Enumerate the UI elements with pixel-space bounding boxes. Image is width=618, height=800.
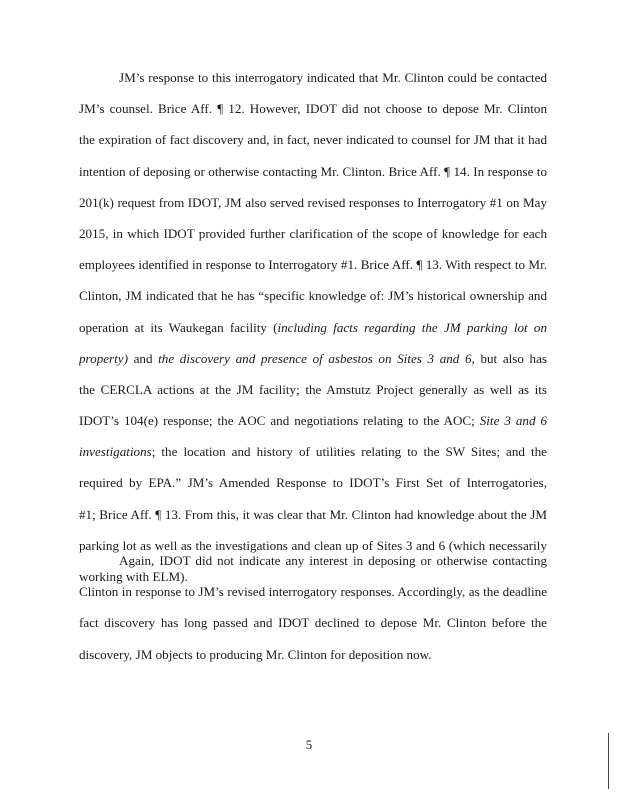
paragraph-1-line-7: employees identified in response to Interrogatory #1. Brice Aff. ¶ 13. With respect to Mr. [79,257,547,273]
line-9-pre: operation at its Waukegan facility ( [79,319,278,335]
page-number: 5 [305,737,313,752]
paragraph-1-line-14: required by EPA.” JM’s Amended Response to IDOT’s First Set of Interrogatories, [79,475,547,491]
scan-edge-mark [608,733,609,789]
paragraph-1-line-6: 2015, in which IDOT provided further clarification of the scope of knowledge for each [79,225,547,241]
paragraph-1-line-9 [79,312,547,343]
italic-sites: Site 3 and 6 [479,413,547,429]
paragraph-1-line-4: intention of deposing or otherwise contacting Mr. Clinton. Brice Aff. ¶ 14. In response to [79,163,547,179]
italic-investigations: investigations [79,444,152,460]
paragraph-2-line-1: Again, IDOT did not indicate any interest in deposing or otherwise contacting [119,553,547,568]
paragraph-1-line-15: #1; Brice Aff. ¶ 13. From this, it was clear that Mr. Clinton had knowledge about the JM [79,506,547,522]
italic-parking-lot: including facts regarding the JM parking lot on [277,319,547,335]
paragraph-1-line-17: working with ELM). [79,569,188,584]
paragraph-2-line-2: Clinton in response to JM’s revised interrogatory responses. Accordingly, as the deadline [79,584,547,600]
paragraph-1-line-1: JM’s response to this interrogatory indicated that Mr. Clinton could be contacted [119,70,547,85]
line-13-post: ; the location and history of utilities relating to the SW Sites; and the [151,444,547,460]
italic-property: property) [79,350,128,366]
paragraph-1-line-16: parking lot as well as the investigations and clean up of Sites 3 and 6 (which necessarily [79,537,547,553]
paragraph-2-line-4: discovery, JM objects to producing Mr. Clinton for deposition now. [79,646,432,662]
italic-asbestos: the discovery and presence of asbestos on Sites 3 and 6 [158,350,472,366]
paragraph-1-line-13 [79,436,547,467]
paragraph-2 [79,545,547,670]
paragraph-1-line-12 [79,405,547,436]
paragraph-1-line-5: 201(k) request from IDOT, JM also served revised responses to Interrogatory #1 on May [79,194,547,210]
paragraph-1 [79,62,547,592]
paragraph-1-line-2: JM’s counsel. Brice Aff. ¶ 12. However, IDOT did not choose to depose Mr. Clinton [79,101,547,117]
line-12-pre: IDOT’s 104(e) response; the AOC and negotiations relating to the AOC; [79,413,480,429]
paragraph-1-line-11: the CERCLA actions at the JM facility; the Amstutz Project generally as well as its [79,381,547,397]
paragraph-1-line-3: the expiration of fact discovery and, in fact, never indicated to counsel for JM that it had [79,132,547,148]
line-10-post: , but also has [471,350,547,366]
paragraph-1-line-8: Clinton, JM indicated that he has “specific knowledge of: JM’s historical ownership and [79,288,547,304]
paragraph-2-line-3: fact discovery has long passed and IDOT declined to depose Mr. Clinton before the [79,615,547,631]
paragraph-1-line-10 [79,343,547,374]
line-10-mid: and [127,350,159,366]
